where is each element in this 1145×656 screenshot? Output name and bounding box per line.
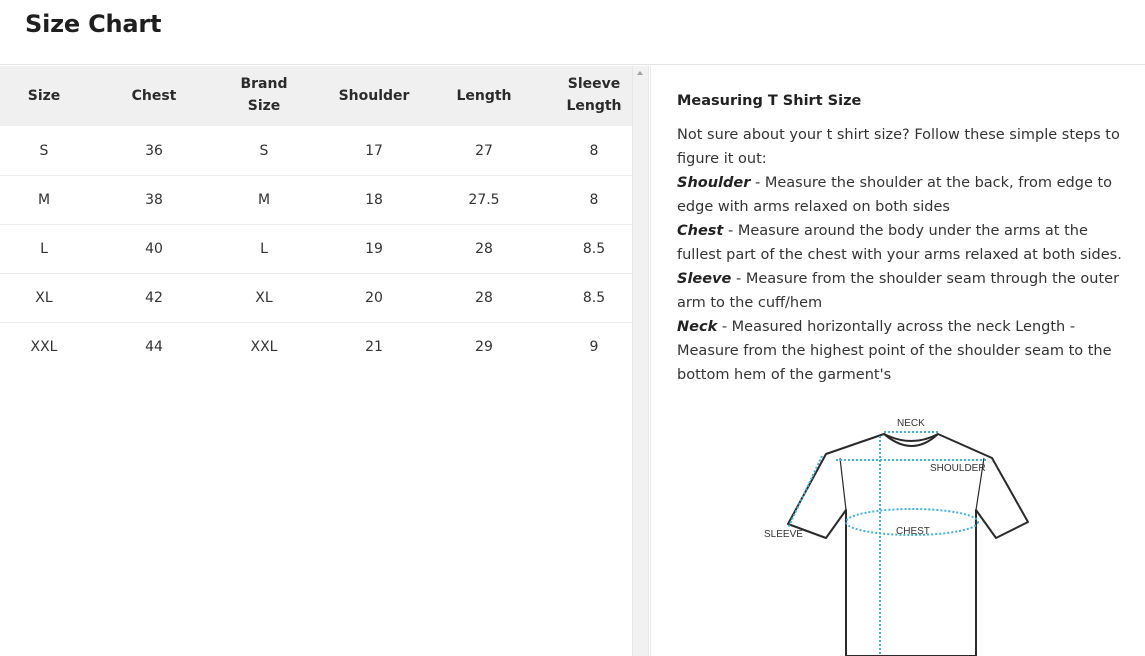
cell-sleeve-length: 8.5 xyxy=(582,290,606,306)
cell-shoulder: 17 xyxy=(365,143,383,159)
cell-chest: 36 xyxy=(145,143,163,159)
cell-chest: 40 xyxy=(145,241,163,257)
cell-length: 29 xyxy=(475,339,493,355)
cell-sleeve-length: 9 xyxy=(589,339,599,355)
header-size: Size xyxy=(27,88,61,104)
cell-shoulder: 19 xyxy=(365,241,383,257)
neck-label: NECK xyxy=(897,418,925,429)
guide-term-chest: Chest xyxy=(677,223,724,239)
header-brand-size: Brand Size xyxy=(240,76,288,114)
guide-text-neck: - Measured horizontally across the neck Length - Measure from the highest point of the shoulder seam to the bottom hem of the garment's xyxy=(677,319,1112,383)
guide-intro: Not sure about your t shirt size? Follow these simple steps to figure it out: xyxy=(677,127,1120,167)
table-row xyxy=(0,323,632,372)
header-sleeve-length: Sleeve Length xyxy=(566,76,622,114)
cell-brand-size: XL xyxy=(255,290,273,306)
guide-term-shoulder: Shoulder xyxy=(677,175,751,191)
cell-size: XXL xyxy=(30,339,58,355)
table-scrollbar[interactable] xyxy=(632,66,649,656)
cell-chest: 42 xyxy=(145,290,163,306)
cell-shoulder: 20 xyxy=(365,290,383,306)
chest-label: CHEST xyxy=(896,526,930,537)
cell-length: 27.5 xyxy=(468,192,500,208)
guide-text-chest: - Measure around the body under the arms at the fullest part of the chest with your arms relaxed at both sides. xyxy=(677,223,1122,263)
guide-text-sleeve: - Measure from the shoulder seam through the outer arm to the cuff/hem xyxy=(677,271,1120,311)
cell-sleeve-length: 8 xyxy=(589,192,599,208)
cell-shoulder: 18 xyxy=(365,192,383,208)
cell-size: M xyxy=(37,192,51,208)
table-row xyxy=(0,274,632,323)
guide-term-sleeve: Sleeve xyxy=(677,271,732,287)
header-shoulder: Shoulder xyxy=(338,88,410,104)
cell-shoulder: 21 xyxy=(365,339,383,355)
table-row xyxy=(0,225,632,274)
guide-title: Measuring T Shirt Size xyxy=(677,93,862,109)
guide-text-shoulder: - Measure the shoulder at the back, from edge to edge with arms relaxed on both sides xyxy=(677,175,1113,215)
page-header xyxy=(0,0,1145,65)
scroll-up-arrow-icon[interactable] xyxy=(637,71,643,75)
size-table xyxy=(0,66,632,656)
shoulder-label: SHOULDER xyxy=(930,463,986,474)
guide-text xyxy=(677,123,1122,387)
cell-sleeve-length: 8.5 xyxy=(582,241,606,257)
cell-length: 27 xyxy=(475,143,493,159)
cell-length: 28 xyxy=(475,241,493,257)
cell-length: 28 xyxy=(475,290,493,306)
cell-brand-size: XXL xyxy=(250,339,278,355)
table-header-row xyxy=(0,66,632,126)
cell-chest: 44 xyxy=(145,339,163,355)
cell-brand-size: L xyxy=(260,241,268,257)
page-title: Size Chart xyxy=(25,10,162,38)
cell-brand-size: M xyxy=(257,192,271,208)
guide-term-neck: Neck xyxy=(677,319,718,335)
tshirt-outline xyxy=(788,434,1028,656)
cell-size: XL xyxy=(35,290,53,306)
cell-sleeve-length: 8 xyxy=(589,143,599,159)
tshirt-measurement-diagram xyxy=(762,414,1032,656)
header-length: Length xyxy=(456,88,512,104)
cell-size: L xyxy=(40,241,48,257)
sleeve-label: SLEEVE xyxy=(764,529,803,540)
cell-brand-size: S xyxy=(259,143,269,159)
header-chest: Chest xyxy=(131,88,177,104)
table-row xyxy=(0,176,632,225)
table-row xyxy=(0,127,632,176)
cell-chest: 38 xyxy=(145,192,163,208)
cell-size: S xyxy=(39,143,49,159)
